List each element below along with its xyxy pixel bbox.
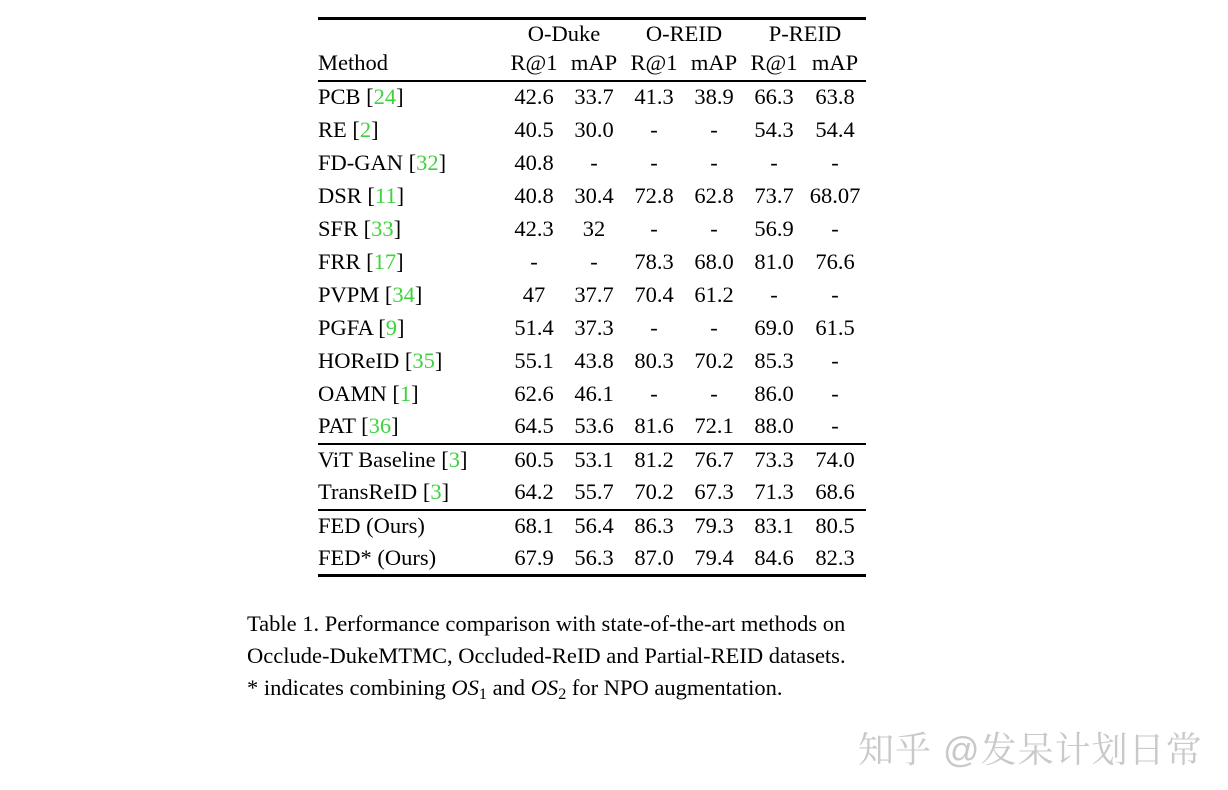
metric-cell: 56.9 — [754, 215, 794, 241]
metric-cell: - — [831, 281, 839, 307]
method-name: FED (Ours) — [318, 513, 425, 539]
method-name: PVPM — [318, 281, 380, 307]
table-row — [318, 147, 866, 180]
dataset-group-header-row — [318, 19, 866, 48]
method-cell: RE [2] — [318, 116, 379, 142]
method-cell: PAT [36] — [318, 413, 399, 439]
dataset-header-oduke: O-Duke — [527, 20, 601, 46]
metric-cell: 64.5 — [514, 413, 554, 439]
metric-cell: 86.0 — [754, 380, 794, 406]
watermark — [858, 722, 1203, 773]
metric-cell: 86.3 — [624, 510, 684, 543]
metric-cell: 30.4 — [574, 182, 614, 208]
method-column-header: Method — [318, 48, 504, 81]
metric-cell: 51.4 — [514, 314, 554, 340]
metric-cell: 40.5 — [514, 116, 554, 142]
metric-cell: 38.9 — [694, 84, 734, 110]
citation-link[interactable]: 11 — [374, 182, 397, 208]
metric-cell: 55.1 — [514, 347, 554, 373]
table-row — [318, 279, 866, 312]
metric-cell: 87.0 — [634, 545, 674, 570]
metric-header-r1-oduke: R@1 — [504, 48, 564, 81]
metric-cell: - — [650, 116, 658, 142]
method-name: HOReID — [318, 347, 400, 373]
citation-link[interactable]: 33 — [371, 215, 394, 241]
metric-cell: - — [710, 149, 718, 175]
metric-cell: 79.3 — [684, 510, 744, 543]
method-cell: PCB [24] — [318, 84, 404, 110]
table-row — [318, 246, 866, 279]
method-name: PAT — [318, 413, 356, 439]
method-cell: PGFA [9] — [318, 314, 405, 340]
citation-link[interactable]: 9 — [385, 314, 397, 340]
metric-cell: 43.8 — [574, 347, 614, 373]
method-cell — [318, 510, 504, 543]
citation-link[interactable]: 34 — [392, 281, 415, 307]
metric-cell: 84.6 — [754, 545, 794, 570]
watermark-handle: @发呆计划日常 — [943, 729, 1203, 770]
citation-link[interactable]: 1 — [399, 380, 412, 406]
method-cell: OAMN [1] — [318, 380, 419, 406]
caption-line-1: Table 1. Performance comparison with state-of-the-art methods on — [247, 611, 846, 636]
metric-cell: 70.2 — [634, 479, 674, 505]
metric-header-map-oduke: mAP — [564, 48, 624, 81]
metric-cell: - — [710, 380, 718, 406]
citation-link[interactable]: 3 — [448, 447, 460, 473]
metric-cell: 55.7 — [574, 479, 614, 505]
metric-cell: - — [831, 149, 839, 175]
metric-header-r1-preid: R@1 — [744, 48, 804, 81]
citation-link[interactable]: 36 — [368, 413, 392, 439]
metric-cell: 76.7 — [684, 444, 744, 477]
table-row — [318, 114, 866, 147]
metric-cell: 41.3 — [634, 84, 674, 110]
metric-cell: - — [650, 149, 658, 175]
caption-line-3: * indicates combining $OS_1$ and $OS_2$ for NPO augmentation. — [247, 675, 783, 704]
method-name: FED* (Ours) — [318, 545, 437, 570]
method-name: TransReID — [318, 479, 418, 505]
metric-cell: 73.7 — [754, 182, 794, 208]
metric-cell: 42.3 — [514, 215, 554, 241]
method-cell — [318, 543, 504, 576]
method-cell: SFR [33] — [318, 215, 402, 241]
metric-cell: - — [770, 149, 778, 175]
metric-cell: - — [590, 248, 598, 274]
metric-cell: - — [831, 347, 839, 373]
metric-cell: - — [770, 281, 778, 307]
metric-cell: 54.4 — [815, 116, 855, 142]
metric-cell: 74.0 — [804, 444, 866, 477]
table-row — [318, 477, 866, 510]
metric-cell: - — [710, 314, 718, 340]
metric-header-row — [318, 48, 866, 81]
metric-cell: 53.6 — [574, 413, 614, 439]
metric-cell: - — [590, 149, 598, 175]
table-row — [318, 378, 866, 411]
table-row — [318, 312, 866, 345]
metric-cell: 68.6 — [815, 479, 855, 505]
citation-link[interactable]: 2 — [359, 116, 372, 142]
caption-line-2: Occlude-DukeMTMC, Occluded-ReID and Partial-REID datasets. — [247, 643, 846, 668]
metric-cell: - — [831, 380, 839, 406]
metric-cell: 62.6 — [514, 380, 554, 406]
table-row — [318, 180, 866, 213]
metric-cell: 62.8 — [694, 182, 734, 208]
method-cell: TransReID [3] — [318, 479, 450, 505]
metric-cell: 42.6 — [514, 84, 554, 110]
metric-cell: 76.6 — [815, 248, 855, 274]
metric-cell: 37.7 — [574, 281, 614, 307]
method-name: OAMN — [318, 380, 387, 406]
method-name: PCB — [318, 84, 361, 110]
metric-cell: 46.1 — [574, 380, 614, 406]
metric-cell: 32 — [582, 215, 606, 241]
watermark-brand: 知乎 — [858, 729, 933, 770]
table-row — [318, 345, 866, 378]
metric-cell: 70.4 — [634, 281, 674, 307]
metric-cell: 73.3 — [744, 444, 804, 477]
metric-cell: 40.8 — [514, 149, 554, 175]
metric-cell: 83.1 — [744, 510, 804, 543]
metric-cell: 67.3 — [694, 479, 734, 505]
metric-cell: 54.3 — [754, 116, 794, 142]
metric-header-r1-oreid: R@1 — [624, 48, 684, 81]
metric-cell: 67.9 — [514, 545, 554, 570]
metric-cell: 64.2 — [514, 479, 554, 505]
metric-cell: 72.8 — [634, 182, 674, 208]
metric-cell: 82.3 — [815, 545, 855, 570]
metric-cell: 85.3 — [754, 347, 794, 373]
method-cell: HOReID [35] — [318, 347, 443, 373]
method-cell: DSR [11] — [318, 182, 405, 208]
method-name: SFR — [318, 215, 359, 241]
metric-cell: 40.8 — [514, 182, 554, 208]
metric-cell: 80.5 — [804, 510, 866, 543]
metric-cell: 33.7 — [574, 84, 614, 110]
method-cell: FRR [17] — [318, 248, 404, 274]
method-cell: PVPM [34] — [318, 281, 423, 307]
method-name: FD-GAN — [318, 149, 404, 175]
metric-cell: - — [710, 116, 718, 142]
metric-cell: 63.8 — [815, 84, 855, 110]
citation-link[interactable]: 32 — [416, 149, 439, 175]
metric-cell: 47 — [522, 281, 546, 307]
citation-link[interactable]: 17 — [373, 248, 397, 274]
metric-cell: - — [831, 413, 839, 439]
math-os2: OS — [530, 675, 559, 700]
table-row — [318, 510, 866, 543]
metric-cell: 78.3 — [634, 248, 674, 274]
table-row — [318, 411, 866, 444]
metric-cell: 71.3 — [754, 479, 794, 505]
table-row — [318, 213, 866, 246]
metric-cell: 88.0 — [754, 413, 794, 439]
metric-cell: - — [650, 380, 658, 406]
metric-cell: - — [710, 215, 718, 241]
metric-cell: - — [650, 314, 658, 340]
metric-header-map-preid: mAP — [804, 48, 866, 81]
table-row — [318, 543, 866, 576]
metric-cell: 68.07 — [809, 182, 861, 208]
method-name: PGFA — [318, 314, 373, 340]
metric-cell: 81.0 — [754, 248, 794, 274]
metric-cell: - — [650, 215, 658, 241]
metric-cell: 56.3 — [574, 545, 614, 570]
citation-link[interactable]: 24 — [373, 84, 397, 110]
metric-header-map-oreid: mAP — [684, 48, 744, 81]
metric-cell: 70.2 — [694, 347, 734, 373]
metric-cell: 69.0 — [754, 314, 794, 340]
metric-cell: 61.2 — [694, 281, 734, 307]
metric-cell: 30.0 — [574, 116, 614, 142]
method-name: ViT Baseline — [318, 447, 436, 473]
metric-cell: 68.0 — [694, 248, 734, 274]
method-name: RE — [318, 116, 347, 142]
citation-link[interactable]: 3 — [430, 479, 442, 505]
metric-cell: - — [530, 248, 538, 274]
method-name: DSR — [318, 182, 362, 208]
metric-cell: 81.2 — [624, 444, 684, 477]
citation-link[interactable]: 35 — [412, 347, 435, 373]
dataset-header-oreid: O-REID — [645, 20, 723, 46]
method-cell: FD-GAN [32] — [318, 149, 447, 175]
method-cell: ViT Baseline [3] — [318, 444, 504, 477]
dataset-header-preid: P-REID — [768, 20, 842, 46]
metric-cell: 60.5 — [504, 444, 564, 477]
metric-cell: 79.4 — [694, 545, 734, 570]
metric-cell: - — [831, 215, 839, 241]
table-caption — [247, 608, 947, 704]
empty-corner-cell — [318, 19, 504, 48]
metric-cell: 66.3 — [754, 84, 794, 110]
table-row — [318, 81, 866, 114]
metric-cell: 56.4 — [564, 510, 624, 543]
metric-cell: 61.5 — [815, 314, 855, 340]
metric-cell: 53.1 — [564, 444, 624, 477]
metric-cell: 68.1 — [504, 510, 564, 543]
table-row — [318, 444, 866, 477]
method-name: FRR — [318, 248, 361, 274]
metric-cell: 72.1 — [694, 413, 734, 439]
math-os1: OS — [451, 675, 479, 700]
results-table — [318, 17, 866, 577]
metric-cell: 80.3 — [634, 347, 674, 373]
metric-cell: 37.3 — [574, 314, 614, 340]
metric-cell: 81.6 — [634, 413, 674, 439]
